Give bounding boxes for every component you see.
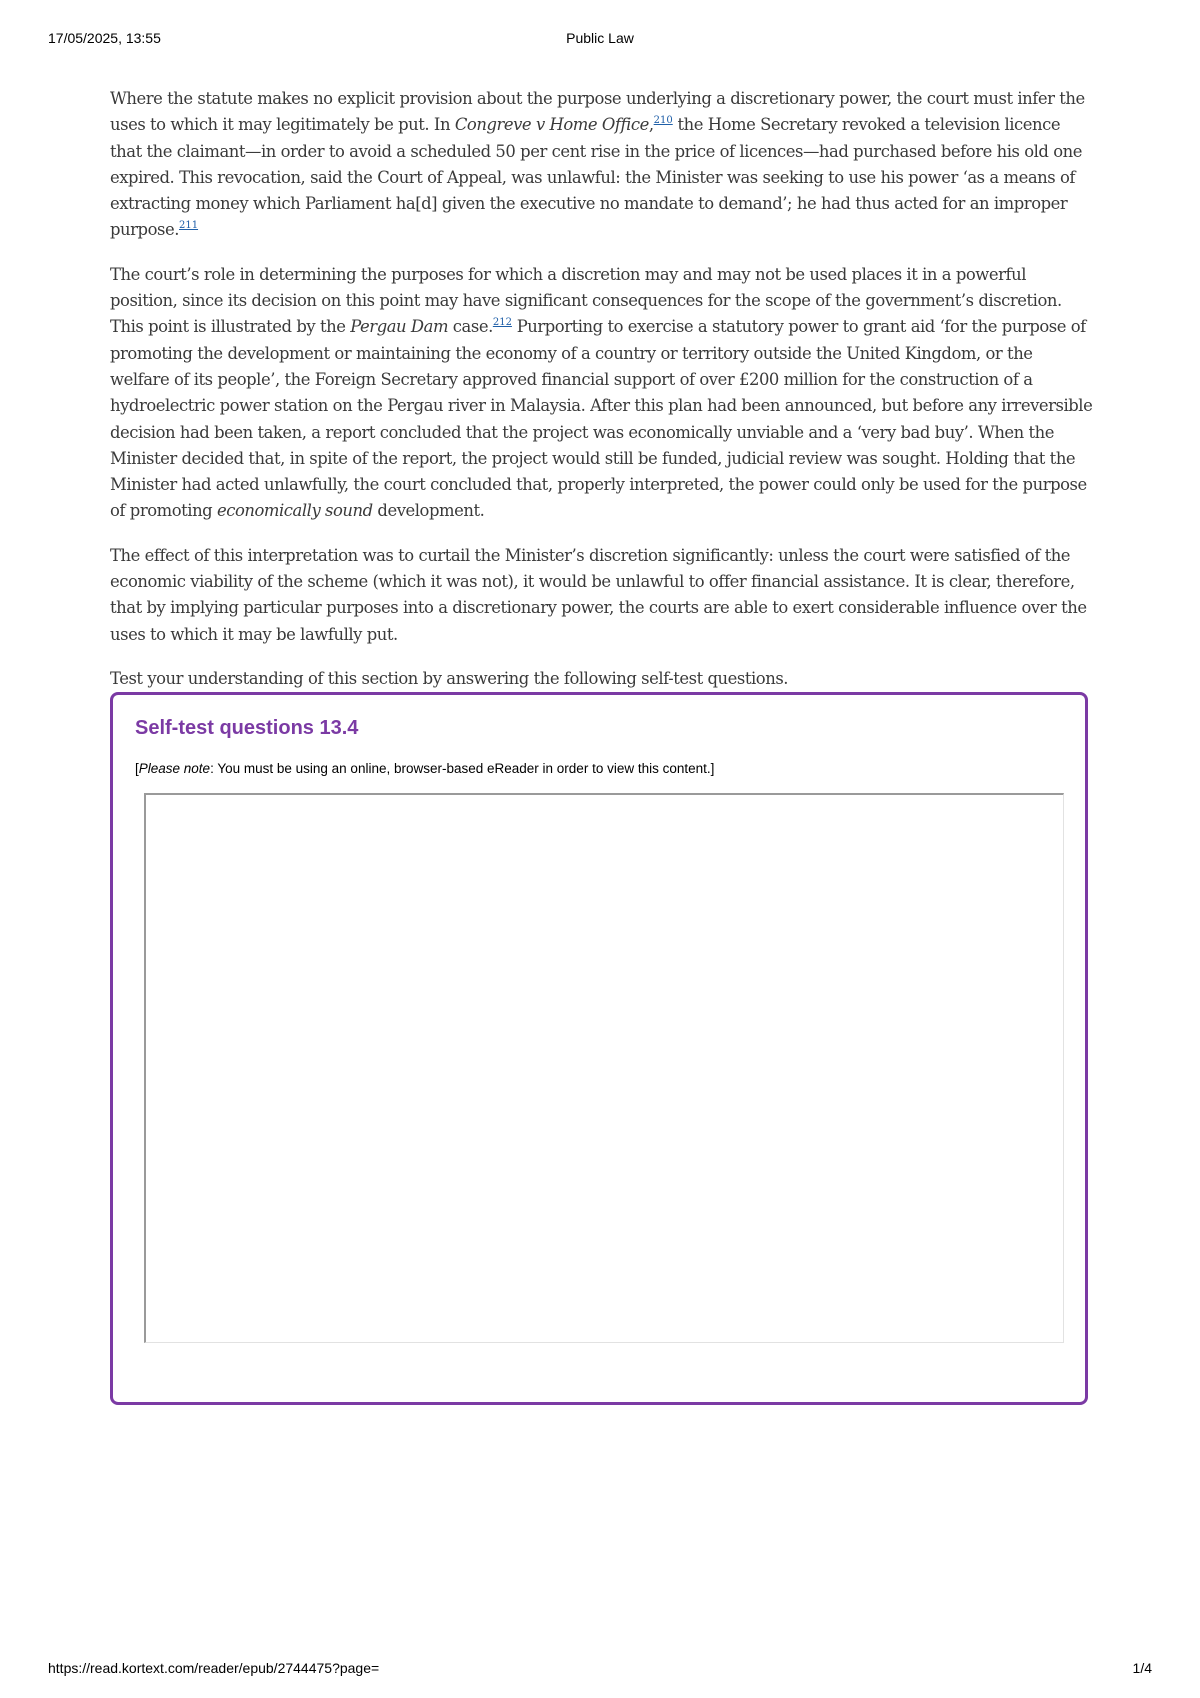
print-footer [48,1660,1152,1680]
note-open-bracket: [ [135,761,139,776]
article-body [110,86,1095,710]
self-test-title: Self-test questions 13.4 [135,717,359,739]
paragraph-2-text-c: Purporting to exercise a statutory power to grant aid ‘for the purpose of promoting the development or maintaining the economy of a country or territory outside the United Kingdom, or the welfare of its people’, the Foreign Secretary approved financial support of over £200 million for the construction of a hydroelectric power station on the Pergau river in Malaysia. After this plan had been announced, but before any irreversible decision had been taken, a report concluded that the project was economically unviable and a ‘very bad buy’. When the Minister decided that, in spite of the report, the project would still be funded, judicial review was sought. Holding that the Minister had acted unlawfully, the court concluded that, properly interpreted, the power could only be used for the purpose of promoting [110,317,1093,521]
footnote-link-211[interactable]: 211 [178,220,199,232]
print-page-number: 1/4 [1132,1660,1152,1676]
print-header [48,30,1152,50]
paragraph-2 [110,262,1095,525]
paragraph-4: Test your understanding of this section by answering the following self-test questions. [110,668,789,688]
note-label: Please note [138,761,211,776]
print-datetime: 17/05/2025, 13:55 [48,30,161,46]
print-title: Public Law [566,30,634,46]
paragraph-3: The effect of this interpretation was to curtail the Minister’s discretion significantly: unless the court were satisfied of the economic viability of the scheme (which it was not), it would be unlawful to offer financial assistance. It is clear, therefore, that by implying particular purposes into a discretionary power, the courts are able to exert considerable influence over the uses to which it may be lawfully put. [110,545,1087,644]
print-url: https://read.kortext.com/reader/epub/2744475?page= [48,1660,380,1676]
footnote-link-210[interactable]: 210 [653,115,673,127]
case-name-congreve: Congreve v Home Office [454,115,649,135]
self-test-box [110,692,1088,1405]
emphasis-economically-sound: economically sound [217,501,373,521]
footnote-link-212[interactable]: 212 [492,317,512,329]
paragraph-1 [110,86,1095,244]
note-text: : You must be using an online, browser-based eReader in order to view this content.] [210,761,715,776]
paragraph-2-text-b: case. [448,317,493,337]
paragraph-1-comma: , [648,115,654,135]
embedded-content-frame[interactable] [144,793,1064,1343]
paragraph-2-text-a: The court’s role in determining the purposes for which a discretion may and may not be used places it in a powerful position, since its decision on this point may have significant consequences for the scope of the government’s discretion. This point is illustrated by the [110,264,1062,337]
case-name-pergau-dam: Pergau Dam [350,317,449,337]
self-test-note [135,761,714,776]
paragraph-1-text-a: Where the statute makes no explicit provision about the purpose underlying a discretionary power, the court must infer the uses to which it may legitimately be put. In [110,89,1085,135]
paragraph-1-text-b: the Home Secretary revoked a television licence that the claimant—in order to avoid a scheduled 50 per cent rise in the price of licences—had purchased before his old one expired. This revocation, said the Court of Appeal, was unlawful: the Minister was seeking to use his power ‘as a means of extracting money which Parliament ha[d] given the executive no mandate to demand’; he had thus acted for an improper purpose. [110,115,1082,240]
paragraph-2-text-d: development. [372,501,485,521]
